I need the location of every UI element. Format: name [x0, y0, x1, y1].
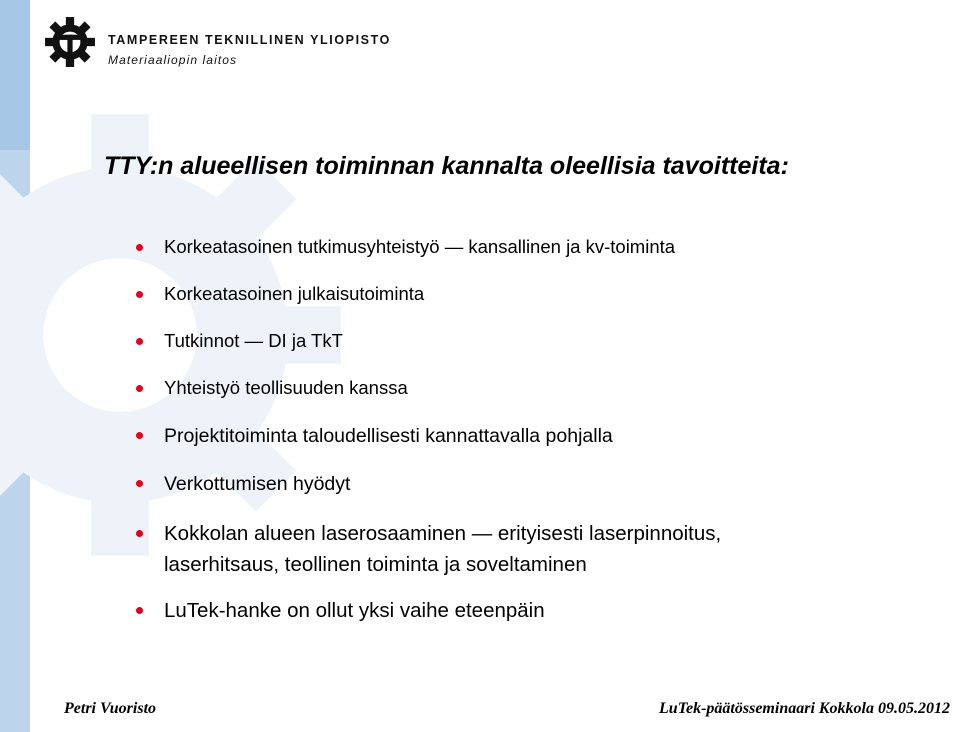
bullet-text: Kokkolan alueen laserosaaminen — erityisesti laserpinnoitus, laserhitsaus, teollinen toiminta ja soveltaminen	[164, 522, 722, 576]
bullet-item	[136, 234, 936, 260]
bullet-item	[136, 422, 936, 450]
bullet-dot-icon	[136, 244, 143, 251]
bullet-item	[136, 328, 936, 354]
bullet-text: Verkottumisen hyödyt	[164, 473, 351, 495]
bullet-text: Tutkinnot — DI ja TkT	[164, 330, 343, 351]
bullet-text: LuTek-hanke on ollut yksi vaihe eteenpäin	[164, 599, 545, 622]
bullet-text: Yhteistyö teollisuuden kanssa	[164, 377, 408, 398]
bullet-dot-icon	[136, 291, 143, 298]
bullet-dot-icon	[136, 480, 143, 487]
slide-title: TTY:n alueellisen toiminnan kannalta oleellisia tavoitteita:	[104, 152, 789, 180]
bullet-item	[136, 281, 936, 307]
bullet-dot-icon	[136, 338, 143, 345]
bullet-list	[136, 234, 936, 641]
bullet-text: Projektitoiminta taloudellisesti kannattavalla pohjalla	[164, 425, 613, 447]
bullet-item	[136, 595, 936, 626]
bullet-dot-icon	[136, 607, 143, 614]
bullet-dot-icon	[136, 432, 143, 439]
footer-author: Petri Vuoristo	[64, 700, 157, 717]
bullet-dot-icon	[136, 530, 143, 537]
university-name: TAMPEREEN TEKNILLINEN YLIOPISTO	[108, 33, 391, 47]
bullet-item	[136, 375, 936, 401]
department-name: Materiaaliopin laitos	[108, 53, 238, 67]
bullet-dot-icon	[136, 385, 143, 392]
bullet-text: Korkeatasoinen tutkimusyhteistyö — kansallinen ja kv-toiminta	[164, 236, 676, 257]
bullet-item	[136, 470, 936, 498]
bullet-text: Korkeatasoinen julkaisutoiminta	[164, 283, 425, 304]
tut-cog-logo-icon	[44, 16, 96, 68]
bullet-item	[136, 518, 824, 580]
footer-event: LuTek-päätösseminaari Kokkola 09.05.2012	[659, 700, 950, 717]
